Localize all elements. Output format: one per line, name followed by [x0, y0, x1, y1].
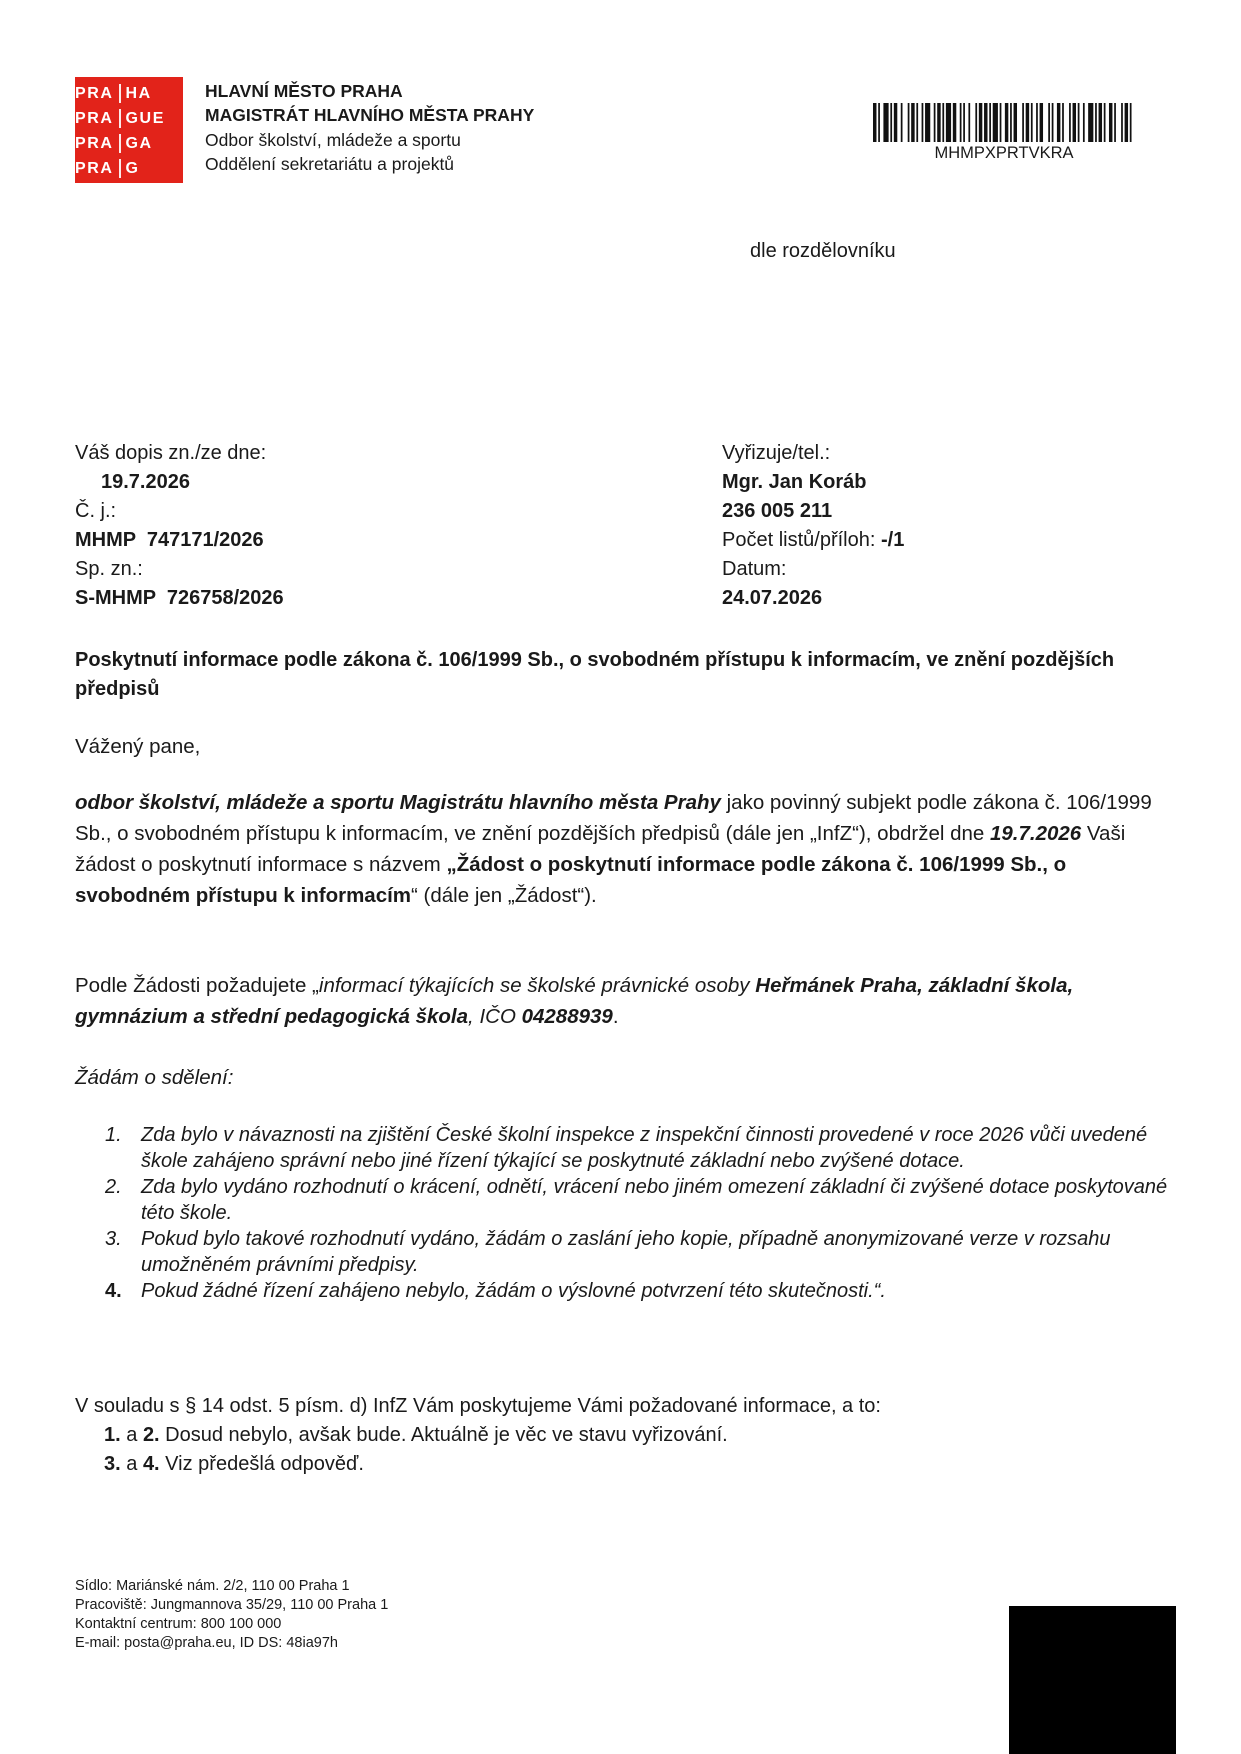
department-reference: odbor školství, mládeže a sportu Magistrátu hlavního města Prahy [75, 791, 721, 814]
barcode-bar [911, 103, 914, 142]
logo-text: HA [125, 84, 152, 102]
school-name: Heřmánek Praha, základní škola, gymnázium a střední pedagogická škola [75, 974, 1074, 1028]
logo-text: G [125, 159, 140, 177]
barcode-bar [979, 103, 982, 142]
barcode-bar [968, 103, 970, 142]
barcode-bar [883, 103, 888, 142]
barcode-bar [1022, 103, 1024, 142]
barcode-bar [1031, 103, 1033, 142]
magistrate-name: MAGISTRÁT HLAVNÍHO MĚSTA PRAHY [205, 105, 535, 125]
answer-text: Dosud nebylo, avšak bude. Aktuálně je věc ve stavu vyřizování. [159, 1424, 728, 1446]
barcode-bar [1036, 103, 1038, 142]
request-text: Podle Žádosti požadujete „ [75, 974, 319, 997]
office-name [205, 79, 403, 103]
barcode-bar [993, 103, 998, 142]
barcode [873, 103, 1135, 142]
barcode-bar [963, 103, 965, 142]
logo-text: PRA [75, 84, 114, 102]
intro-text: Vaši žádost o poskytnutí informace s názvem [75, 822, 1126, 876]
answer-intro: V souladu s § 14 odst. 5 písm. d) InfZ Vám poskytujeme Vámi požadované informace, a to: [75, 1395, 881, 1417]
list-item [105, 1278, 1180, 1304]
barcode-bar [1130, 103, 1132, 142]
barcode-bar [1005, 103, 1008, 142]
handler-phone: 236 005 211 [722, 500, 833, 522]
barcode-bar [975, 103, 977, 142]
logo-text: PRA [75, 134, 114, 152]
cj-value: MHMP 747171/2026 [75, 529, 264, 551]
barcode-bar [916, 103, 918, 142]
logo-text: GA [125, 134, 153, 152]
barcode-bar [1014, 103, 1017, 142]
logo-divider [119, 134, 121, 153]
date-label: Datum: [722, 558, 787, 580]
logo-divider [119, 159, 121, 178]
barcode-bar [960, 103, 962, 142]
request-text: informací týkajících se školské právnické osoby [318, 974, 756, 997]
barcode-bar [1104, 103, 1106, 142]
request-date: 19.7.2026 [990, 822, 1082, 845]
handler-block [722, 439, 904, 613]
intro-paragraph [75, 787, 1165, 911]
ask-heading: Žádám o sdělení: [75, 1066, 234, 1089]
barcode-bar [953, 103, 956, 142]
barcode-bar [1010, 103, 1012, 142]
barcode-bar [937, 103, 940, 142]
barcode-bar [890, 103, 892, 142]
barcode-bar [1114, 103, 1116, 142]
barcode-bar [1078, 103, 1080, 142]
answer-and: a [120, 1424, 143, 1446]
list-number: 2. [105, 1176, 122, 1198]
letter-date-value: 19.7.2026 [101, 471, 190, 493]
logo-row [75, 106, 183, 131]
barcode-bar [989, 103, 991, 142]
recipient: dle rozdělovníku [750, 240, 896, 262]
barcode-code: MHMPXPRTVKRA [934, 144, 1074, 162]
salutation: Vážený pane, [75, 735, 201, 758]
spzn-value: S-MHMP 726758/2026 [75, 587, 284, 609]
footer-contact: Kontaktní centrum: 800 100 000 [75, 1616, 282, 1632]
footer-workplace: Pracoviště: Jungmannova 35/29, 110 00 Praha 1 [75, 1597, 389, 1613]
question-text: Pokud bylo takové rozhodnutí vydáno, žádám o zaslání jeho kopie, případně anonymizované verze v rozsahu umožněném právními předpisy. [141, 1228, 1111, 1276]
city-name: HLAVNÍ MĚSTO PRAHA [205, 81, 403, 101]
answer-text: Viz předešlá odpověď. [159, 1453, 364, 1475]
barcode-bar [1026, 103, 1029, 142]
logo-text: PRA [75, 159, 114, 177]
answer-ref: 3. [104, 1453, 121, 1475]
intro-text: jako povinný subjekt podle zákona č. 106/1999 Sb., o svobodném přístupu k informacím, ve znění pozdějších předpisů (dále jen „InfZ“), obdržel dne [75, 791, 1152, 845]
sheets-label: Počet listů/příloh: [722, 529, 876, 551]
logo-row [75, 156, 183, 181]
footer-email: E-mail: posta@praha.eu, ID DS: 48ia97h [75, 1635, 338, 1651]
barcode-bar [1048, 103, 1050, 142]
prague-logo [75, 77, 183, 183]
barcode-bar [1083, 103, 1085, 142]
subject-heading: Poskytnutí informace podle zákona č. 106/1999 Sb., o svobodném přístupu k informacím, ve znění pozdějších předpisů [75, 649, 1115, 700]
barcode-bar [922, 103, 924, 142]
answer-block [75, 1392, 1165, 1479]
barcode-bar [1000, 103, 1002, 142]
answer-line [75, 1450, 1165, 1479]
handler-name: Mgr. Jan Koráb [722, 471, 867, 493]
barcode-bar [1052, 103, 1054, 142]
barcode-bar [946, 103, 951, 142]
answer-ref: 2. [142, 1424, 160, 1446]
sheets-value: -/1 [880, 529, 905, 551]
barcode-bar [984, 103, 987, 142]
request-paragraph [75, 970, 1165, 1032]
spzn-label: Sp. zn.: [75, 558, 143, 580]
barcode-bar [901, 103, 903, 142]
barcode-bar [873, 103, 876, 142]
question-list [105, 1122, 1180, 1304]
logo-divider [119, 84, 121, 103]
question-text: Zda bylo v návaznosti na zjištění České školní inspekce z inspekční činnosti provedené v roce 2026 vůči uvedené škole zahájeno správní nebo jiné řízení týkající se poskytnuté základní nebo zvýšené dotace. [141, 1124, 1148, 1172]
sheets-line [722, 526, 904, 555]
barcode-bar [1073, 103, 1076, 142]
barcode-bar [1125, 103, 1128, 142]
redaction-box [1009, 1606, 1176, 1754]
barcode-bar [1040, 103, 1043, 142]
logo-row [75, 131, 183, 156]
letter-date-label: Váš dopis zn./ze dne: [75, 442, 267, 464]
department-name: Odbor školství, mládeže a sportu [205, 130, 461, 150]
list-number: 4. [105, 1280, 122, 1302]
barcode-bar [1099, 103, 1102, 142]
office-name [205, 103, 534, 127]
section-name: Oddělení sekretariátu a projektů [205, 154, 455, 174]
logo-text: PRA [75, 109, 114, 127]
cj-label: Č. j.: [75, 500, 117, 522]
school-ico: 04288939 [521, 1005, 613, 1028]
barcode-bar [1062, 103, 1064, 142]
barcode-bar [934, 103, 936, 142]
answer-ref: 4. [142, 1453, 160, 1475]
answer-line [75, 1421, 1165, 1450]
barcode-bar [1121, 103, 1123, 142]
question-text: Pokud žádné řízení zahájeno nebylo, žádám o výslovné potvrzení této skutečnosti.“. [141, 1280, 886, 1302]
logo-divider [119, 109, 121, 128]
reference-block [75, 439, 284, 613]
list-item [105, 1122, 1180, 1174]
request-text: , IČO [468, 1005, 522, 1028]
barcode-bar [878, 103, 880, 142]
barcode-bar [925, 103, 930, 142]
request-title: „Žádost o poskytnutí informace podle zákona č. 106/1999 Sb., o svobodném přístupu k informacím [75, 853, 1067, 907]
barcode-bar [1057, 103, 1060, 142]
answer-ref: 1. [104, 1424, 121, 1446]
barcode-bar [1088, 103, 1093, 142]
barcode-bar [1069, 103, 1071, 142]
intro-text: “ (dále jen „Žádost“). [411, 884, 597, 907]
date-value: 24.07.2026 [722, 587, 823, 609]
answer-and: a [120, 1453, 143, 1475]
barcode-bar [942, 103, 944, 142]
question-text: Zda bylo vydáno rozhodnutí o krácení, odnětí, vrácení nebo jiném omezení základní či zvýšené dotace poskytované této škole. [141, 1176, 1168, 1224]
list-item [105, 1174, 1180, 1226]
request-text: . [612, 1005, 619, 1028]
list-number: 1. [105, 1124, 122, 1146]
barcode-bar [1109, 103, 1112, 142]
logo-text: GUE [125, 109, 165, 127]
barcode-bar [908, 103, 910, 142]
barcode-bar [894, 103, 897, 142]
footer [75, 1577, 388, 1653]
handler-label: Vyřizuje/tel.: [722, 442, 831, 464]
list-item [105, 1226, 1180, 1278]
logo-row [75, 81, 183, 106]
barcode-bar [1095, 103, 1097, 142]
list-number: 3. [105, 1228, 122, 1250]
footer-address: Sídlo: Mariánské nám. 2/2, 110 00 Praha 1 [75, 1578, 350, 1594]
